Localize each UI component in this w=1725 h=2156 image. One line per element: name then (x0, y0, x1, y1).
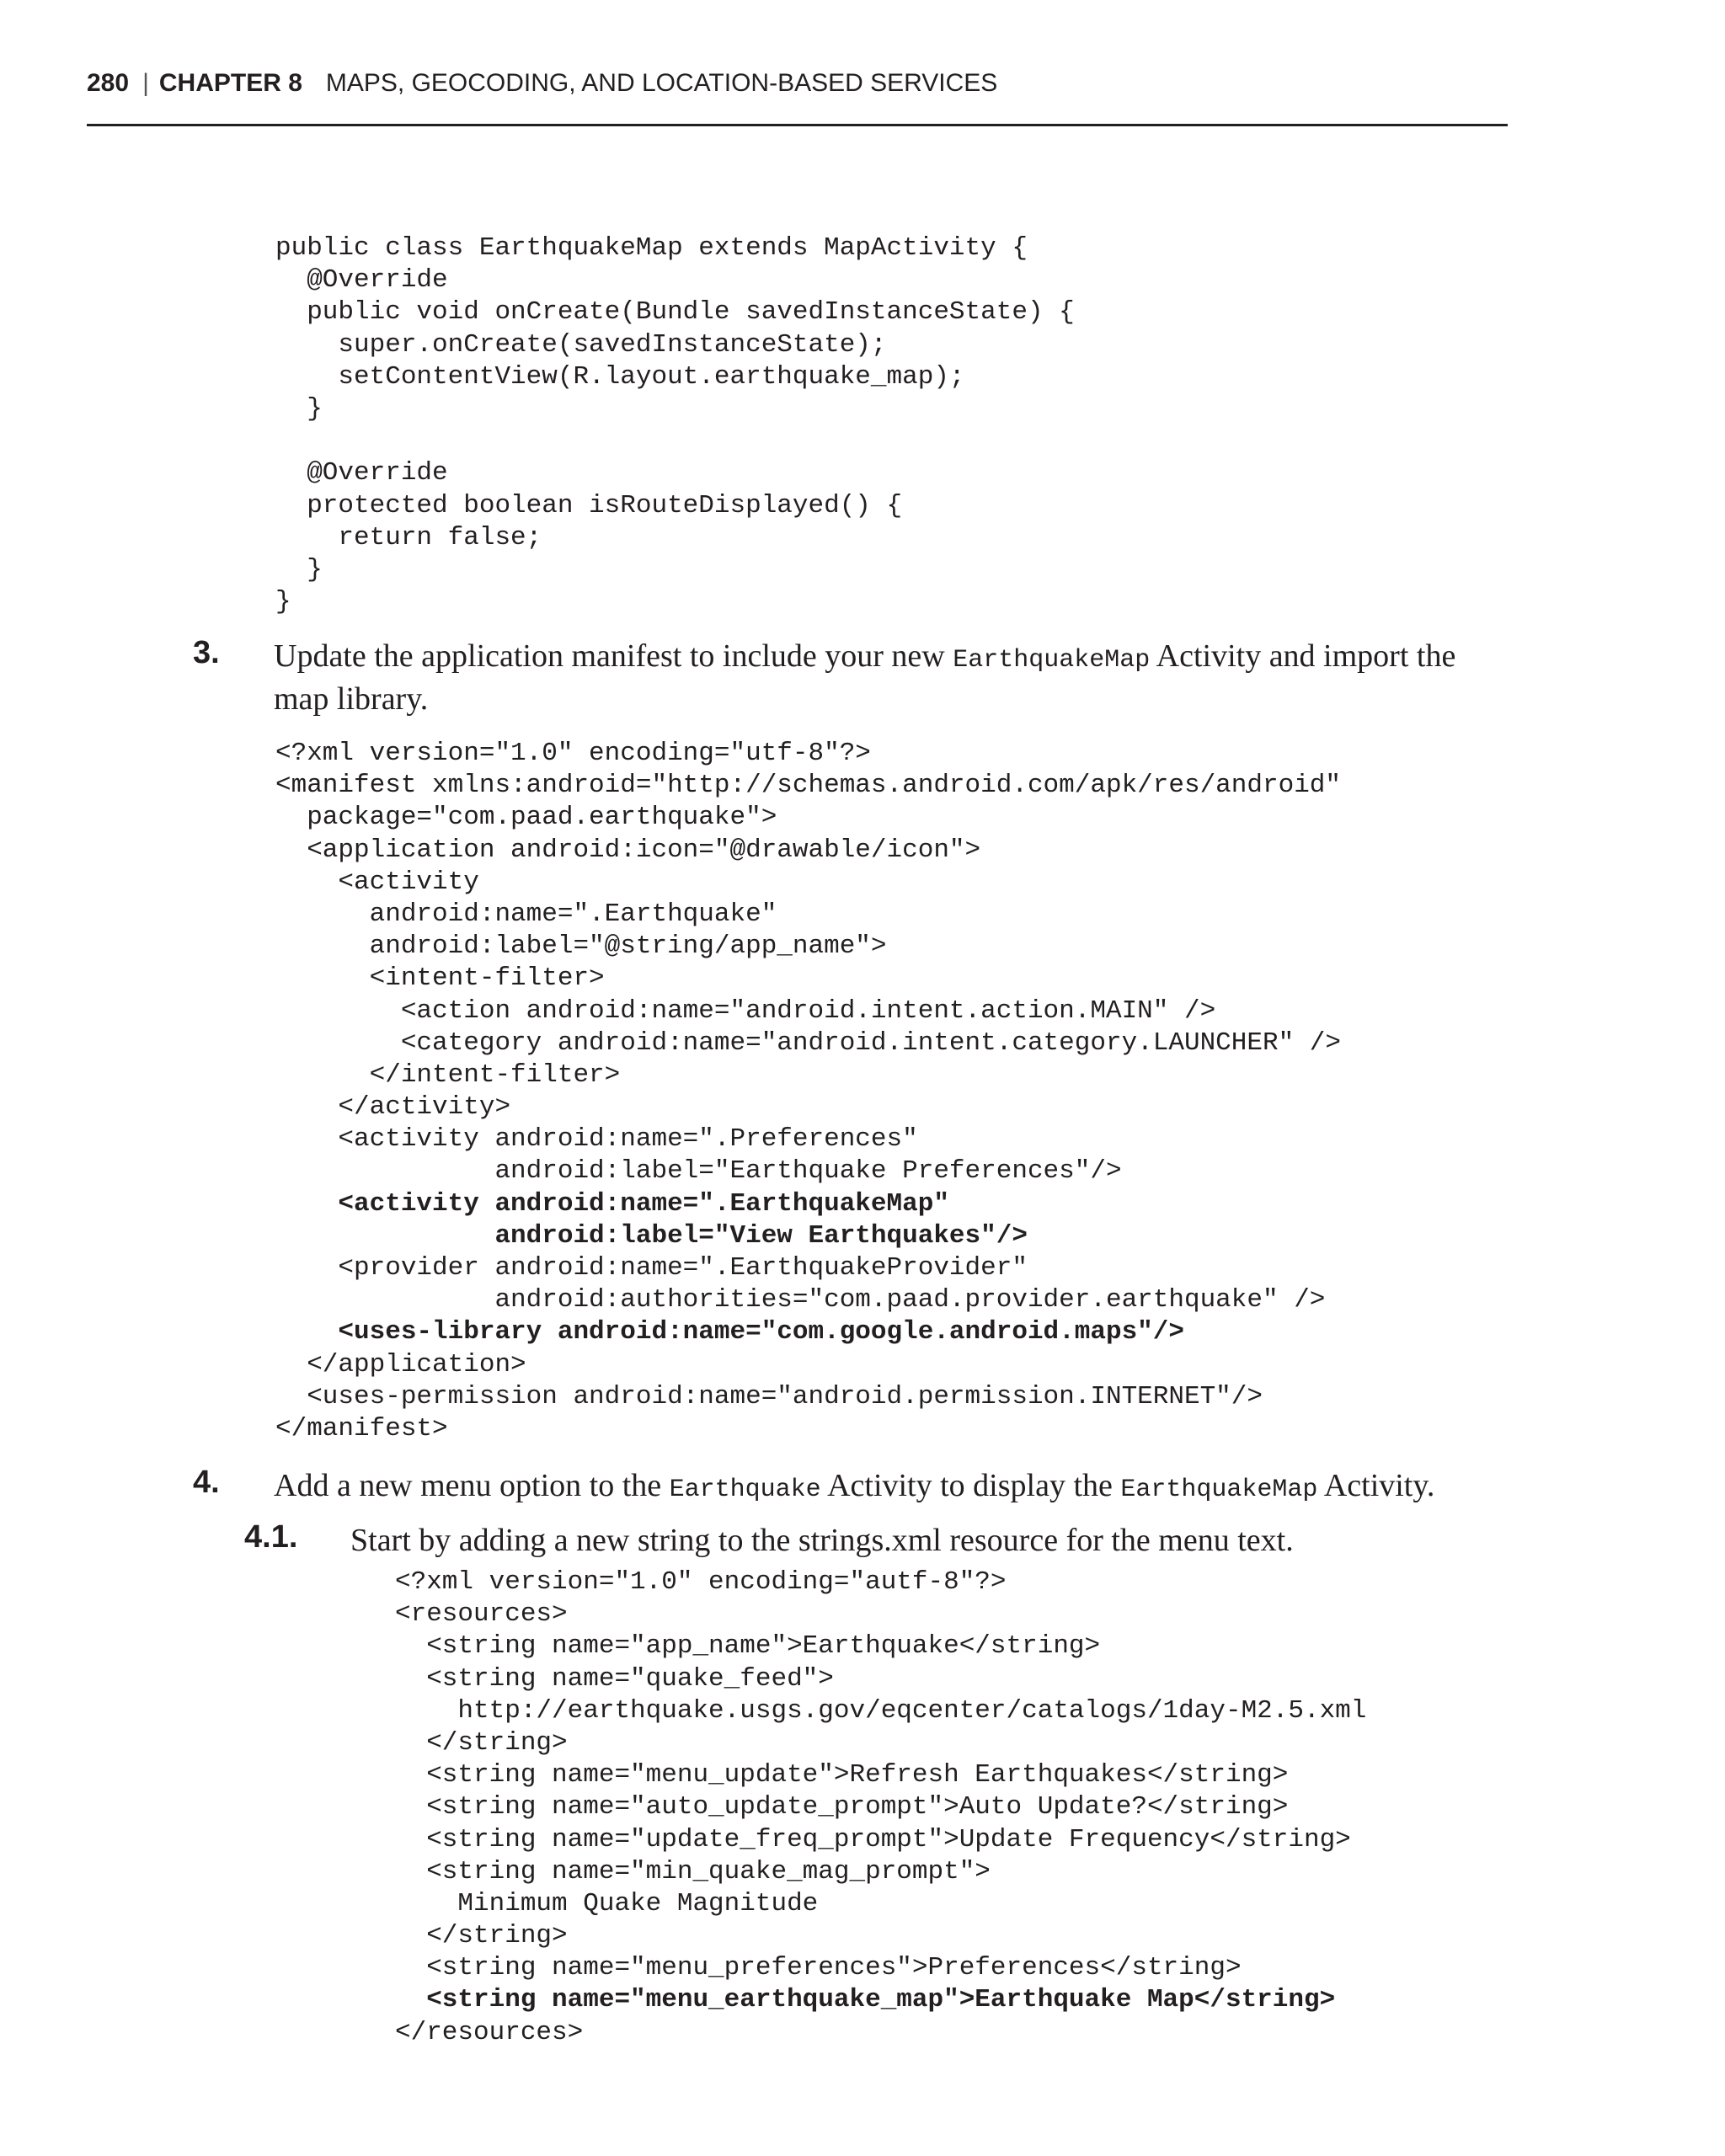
code-line: @Override (275, 265, 448, 296)
step-4-1-number: 4.1. (244, 1519, 298, 1555)
code-line: android:label="@string/app_name"> (275, 931, 887, 962)
code-line: </manifest> (275, 1413, 448, 1444)
code-line: <string name="menu_update">Refresh Earthquakes</string> (395, 1760, 1289, 1790)
code-line: android:name=".Earthquake" (275, 899, 777, 929)
step-3-text-line2: map library. (274, 681, 429, 717)
code-line: </application> (275, 1349, 526, 1380)
step-4-text-part: Activity to display the (820, 1468, 1121, 1503)
step-4-text-part: Add a new menu option to the (274, 1468, 670, 1503)
code-line: } (275, 554, 323, 584)
chapter-title: MAPS, GEOCODING, AND LOCATION-BASED SERVICES (325, 69, 998, 97)
code-line: } (275, 587, 291, 617)
code-listing-manifest (275, 738, 1341, 1445)
code-line: <manifest xmlns:android="http://schemas.android.com/apk/res/android" (275, 771, 1342, 801)
code-listing-earthquake-map-class (275, 232, 1075, 618)
step-3-text-part: Update the application manifest to include your new (274, 638, 953, 674)
code-line: http://earthquake.usgs.gov/eqcenter/catalogs/1day-M2.5.xml (395, 1695, 1367, 1726)
step-4-number: 4. (193, 1465, 220, 1500)
code-line: protected boolean isRouteDisplayed() { (275, 490, 903, 520)
step-4-1 (244, 1519, 1530, 1560)
code-line: android:label="View Earthquakes"/> (275, 1220, 1028, 1251)
code-line: <string name="app_name">Earthquake</string> (395, 1631, 1101, 1662)
code-line: </intent-filter> (275, 1059, 621, 1090)
code-line: <activity android:name=".EarthquakeMap" (275, 1188, 949, 1219)
code-listing-strings-resources (395, 1566, 1366, 2049)
page-number: 280 (87, 69, 130, 97)
step-4-code-term: Earthquake (669, 1476, 821, 1504)
running-header (87, 66, 1510, 101)
step-4-text-part: Activity. (1317, 1468, 1435, 1503)
step-4-1-text: Start by adding a new string to the strings.xml resource for the menu text. (350, 1523, 1294, 1558)
code-line: <?xml version="1.0" encoding="autf-8"?> (395, 1567, 1007, 1597)
code-line: <string name="min_quake_mag_prompt"> (395, 1856, 991, 1886)
header-separator: | (142, 69, 149, 97)
code-line: </resources> (395, 2017, 584, 2047)
code-line: android:label="Earthquake Preferences"/> (275, 1156, 1122, 1187)
code-line: super.onCreate(savedInstanceState); (275, 329, 887, 360)
code-line: } (275, 393, 323, 424)
code-line: <string name="menu_earthquake_map">Earthquake Map</string> (395, 1985, 1336, 2015)
code-line: <uses-library android:name="com.google.android.maps"/> (275, 1317, 1184, 1348)
step-3-text (274, 637, 1537, 680)
code-line: </string> (395, 1921, 568, 1951)
code-line: public void onCreate(Bundle savedInstanceState) { (275, 297, 1075, 328)
step-3 (193, 635, 1537, 718)
code-line: public class EarthquakeMap extends MapActivity { (275, 233, 1028, 263)
step-3-code-term: EarthquakeMap (953, 646, 1151, 675)
code-line: </string> (395, 1727, 568, 1758)
code-line: <string name="auto_update_prompt">Auto Update?</string> (395, 1792, 1289, 1822)
code-line: <category android:name="android.intent.category.LAUNCHER" /> (275, 1027, 1342, 1058)
code-line: <string name="update_freq_prompt">Update Frequency</string> (395, 1824, 1351, 1854)
code-line: <string name="menu_preferences">Preferences</string> (395, 1953, 1242, 1983)
code-line: <string name="quake_feed"> (395, 1663, 834, 1694)
step-3-text-part: Activity and import the (1150, 638, 1456, 674)
step-4 (193, 1465, 1537, 1509)
code-line: return false; (275, 522, 542, 552)
step-4-code-term: EarthquakeMap (1120, 1476, 1318, 1504)
code-line: <resources> (395, 1599, 568, 1630)
code-line (275, 425, 1075, 457)
code-line: <provider android:name=".EarthquakeProvider" (275, 1253, 1028, 1283)
code-line: <activity android:name=".Preferences" (275, 1124, 918, 1155)
code-line: <activity (275, 867, 479, 897)
code-line: <application android:icon="@drawable/icon"> (275, 835, 981, 865)
step-3-number: 3. (193, 635, 220, 670)
code-line: setContentView(R.layout.earthquake_map); (275, 361, 965, 392)
code-line: <intent-filter> (275, 963, 605, 994)
header-rule (87, 124, 1508, 126)
code-line: <action android:name="android.intent.action.MAIN" /> (275, 995, 1216, 1026)
code-line: <?xml version="1.0" encoding="utf-8"?> (275, 739, 871, 768)
code-line: <uses-permission android:name="android.permission.INTERNET"/> (275, 1381, 1263, 1412)
step-4-text (274, 1466, 1537, 1509)
code-line: package="com.paad.earthquake"> (275, 803, 777, 833)
code-line: </activity> (275, 1092, 511, 1123)
chapter-label: CHAPTER 8 (158, 69, 302, 97)
code-line: @Override (275, 458, 448, 488)
code-line: Minimum Quake Magnitude (395, 1888, 819, 1919)
code-line: android:authorities="com.paad.provider.earthquake" /> (275, 1285, 1326, 1315)
